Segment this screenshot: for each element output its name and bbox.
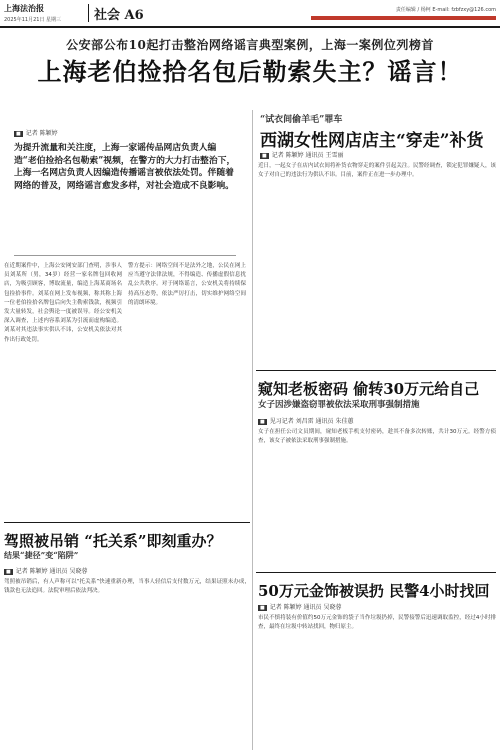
lead-divider: [14, 255, 236, 256]
column-divider: [252, 110, 253, 750]
story3-byline: [258, 416, 353, 425]
story4-top-rule: [4, 522, 250, 523]
main-byline-text: 记者 陈颖婷: [25, 130, 58, 137]
story4-title: 驾照被吊销 “托关系”即刻重办？: [4, 532, 222, 550]
byline-tag-icon: ■: [260, 605, 265, 611]
story2-kicker: “试衣间偷羊毛”罪车: [260, 115, 343, 125]
story4-subtitle: 结果“捷径”变“陷阱”: [4, 550, 79, 560]
story4-byline-text: 记者 陈颖婷 通讯员 吴晓蓉: [15, 568, 88, 575]
story3-top-rule: [256, 370, 496, 371]
story4-body: 驾照被吊销后，有人声称可以“托关系”快速重新办理，当事人轻信后支付数万元，结果证照未办成，钱款也无法追回。法院审理后依法判决。: [4, 579, 250, 595]
main-body-mid: 警方提示：网络空间不是法外之地，公民在网上应当遵守法律法规，不得编造、传播虚假信息扰乱公共秩序。对于网络谣言，公安机关将持续保持高压态势，依法严厉打击，切实维护网络空间的清朗环境。: [128, 263, 246, 306]
story3-title: 窥知老板密码 偷转30万元给自己: [258, 380, 480, 398]
masthead-accent-bar: [311, 16, 496, 20]
main-byline: [14, 128, 58, 137]
masthead-divider: [88, 4, 89, 22]
story2-body: 近日，一起女子在店内试衣间将补货衣物穿走的案件引起关注。民警经调查，锁定犯罪嫌疑人，该女子对自己的违法行为供认不讳。目前，案件正在进一步办理中。: [258, 163, 496, 179]
byline-tag-icon: ■: [262, 153, 267, 159]
byline-tag-icon: ■: [6, 569, 11, 575]
story2-byline: [260, 150, 343, 159]
story5-byline: [258, 602, 341, 611]
story2-byline-text: 记者 陈颖婷 通讯员 王雪丽: [271, 152, 344, 159]
main-headline: 上海老伯捡拾名包后勒索失主？谣言！: [37, 57, 463, 86]
story5-body: 市民不慎将装有价值约50万元金饰的袋子当作垃圾扔掉，民警接警后迅速调取监控，经过4小时排查，最终在垃圾中转站找回，物归原主。: [258, 615, 496, 631]
story3-subtitle: 女子因涉嫌盗窃罪被依法采取刑事强制措施: [258, 400, 420, 410]
issue-date: 2025年11月21日 星期三: [4, 17, 62, 23]
byline-tag-icon: ■: [16, 131, 21, 137]
story5-byline-text: 记者 陈颖婷 通讯员 吴晓蓉: [269, 604, 342, 611]
story5-top-rule: [256, 572, 496, 573]
masthead: [0, 0, 500, 28]
story5-title: 50万元金饰被误扔 民警4小时找回: [258, 582, 490, 600]
editor-info: 责任编辑 / 杨柯 E-mail: fzbfzxy@126.com: [395, 7, 496, 13]
paper-logo: 上海法治报: [4, 3, 44, 13]
section-title: 社会 A6: [94, 8, 144, 23]
story3-byline-text: 见习记者 刘昌雷 通讯员 朱佳蕙: [269, 418, 354, 425]
main-body-left: 在近期案件中，上海公安网安部门查明，涉事人员刘某所（男，34岁）经营一家名牌包回收网店，为吸引顾客，博取流量，编造上海某商场名包捡拾事件。刘某在网上发布视频，称其称上海一位老伯捡拾名牌包后向失主勒索钱款，视频引发大量转发，社会舆论一度被误导。经公安机关深入调查，上述内容系刘某为引流而虚构编造。刘某对其违法事实供认不讳，公安机关依法对其作出行政处罚。: [4, 263, 122, 343]
story2-title: 西湖女性网店店主“穿走”补货: [260, 131, 484, 151]
main-lead: 为提升流量和关注度，上海一家谣传品网店负责人编造“老伯捡拾名包勒索”视频，在警方的大力打击整治下，上海一名网店负责人因编造传播谣言被依法处罚。伴随着网络的普及，网络谣言愈发多样，对社会造成不良影响。: [14, 143, 236, 191]
story3-body: 女子在担任公司文员期间，窥知老板手机支付密码，趁其不备多次转账，共计30万元。经警方侦查，该女子被依法采取刑事强制措施。: [258, 429, 496, 445]
story4-byline: [4, 566, 87, 575]
main-kicker: 公安部公布10起打击整治网络谣言典型案例，上海一案例位列榜首: [66, 38, 434, 52]
byline-tag-icon: ■: [260, 419, 265, 425]
